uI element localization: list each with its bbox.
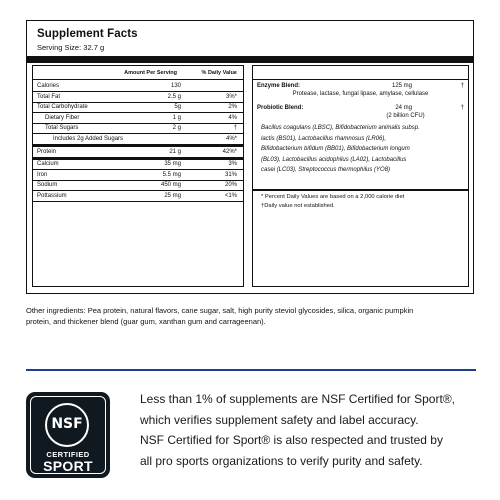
nutrient-daily-value: 4% bbox=[228, 114, 237, 121]
section-divider bbox=[26, 369, 476, 371]
nutrient-name: Total Sugars bbox=[45, 125, 79, 132]
probiotic-blend-dagger: † bbox=[460, 105, 464, 111]
enzyme-blend-label: Enzyme Blend: bbox=[257, 83, 301, 89]
daily-value-header: % Daily Value bbox=[201, 70, 237, 76]
nsf-line: which verifies supplement safety and label accuracy. bbox=[140, 412, 419, 427]
ingredients-line: Other ingredients: Pea protein, natural flavors, cane sugar, salt, high purity steviol glycosides, silica, organic pumpkin bbox=[26, 306, 414, 315]
badge-certified-text: CERTIFIED bbox=[46, 450, 90, 459]
nutrient-daily-value: † bbox=[233, 125, 237, 132]
nutrient-amount: 2.5 g bbox=[167, 93, 181, 100]
nutrient-daily-value: 2% bbox=[228, 104, 237, 111]
nsf-line: NSF Certified for Sport® is also respected and trusted by bbox=[140, 433, 443, 447]
nutrient-name: Protein bbox=[37, 148, 57, 155]
blend-bottom-rule bbox=[253, 189, 468, 191]
nutrient-name: Total Carbohydrate bbox=[37, 104, 88, 111]
other-ingredients bbox=[26, 305, 476, 327]
nsf-logo-icon: NSF bbox=[45, 403, 89, 447]
nutrient-daily-value: 20% bbox=[224, 182, 237, 189]
nutrient-name: Calories bbox=[37, 83, 60, 89]
nutrient-row bbox=[33, 159, 243, 170]
nutrient-row bbox=[33, 134, 243, 147]
nutrient-amount: 5g bbox=[174, 104, 181, 111]
nutrient-daily-value: 4%* bbox=[225, 136, 237, 142]
nutrient-amount: 1 g bbox=[172, 114, 181, 121]
nutrient-row bbox=[33, 123, 243, 134]
probiotic-line: casei (LC03), Streptococcus thermophilus (YO8) bbox=[261, 167, 391, 173]
probiotic-line: (BL03), Lactobacillus acidophilus (LA02), Lactobacillus bbox=[261, 156, 407, 163]
nutrient-amount: 450 mg bbox=[160, 182, 181, 189]
nsf-certified-sport-badge bbox=[26, 392, 110, 478]
nsf-description bbox=[140, 389, 490, 471]
nutrient-name: Pottassium bbox=[37, 193, 67, 199]
nutrient-name: Calcium bbox=[37, 161, 59, 168]
nutrient-amount: 35 mg bbox=[164, 161, 181, 168]
nutrient-row bbox=[33, 191, 243, 202]
nutrient-name: Iron bbox=[37, 171, 48, 178]
nutrient-amount: 130 bbox=[170, 83, 181, 89]
nutrient-row bbox=[33, 170, 243, 181]
nutrient-row bbox=[33, 92, 243, 103]
blend-header-rule bbox=[253, 79, 468, 80]
serving-size: Serving Size: 32.7 g bbox=[37, 43, 105, 52]
blend-table bbox=[252, 65, 469, 287]
probiotic-strain-list bbox=[261, 123, 460, 176]
badge-frame bbox=[30, 396, 106, 474]
nutrient-name: Sodium bbox=[37, 182, 58, 189]
nutrient-name: Dietary Fiber bbox=[45, 114, 80, 121]
nutrient-row bbox=[33, 113, 243, 124]
nutrient-row bbox=[33, 180, 243, 191]
enzyme-blend-dagger: † bbox=[460, 83, 464, 89]
supplement-facts-panel bbox=[26, 20, 474, 294]
nutrient-table bbox=[32, 65, 244, 287]
badge-sport-text: SPORT bbox=[43, 458, 93, 474]
title-rule bbox=[27, 56, 473, 63]
probiotic-blend-label: Probiotic Blend: bbox=[257, 105, 304, 111]
nutrient-row bbox=[33, 102, 243, 113]
nutrient-row bbox=[33, 147, 243, 160]
enzyme-blend-amount: 125 mg bbox=[391, 83, 412, 89]
nutrient-amount: 21 g bbox=[169, 148, 181, 155]
nutrient-amount: 2 g bbox=[172, 125, 181, 132]
nutrient-daily-value: <1% bbox=[224, 193, 237, 199]
header-rule bbox=[33, 79, 243, 80]
ingredients-line: protein, and thickener blend (guar gum, xanthan gum and carrageenan). bbox=[26, 317, 266, 326]
probiotic-line: Bacillus coagulans (LBSC), Bifidobacterium animalis subsp. bbox=[261, 125, 420, 131]
amount-per-serving-header: Amount Per Serving bbox=[124, 70, 177, 76]
nutrient-name: Includes 2g Added Sugars bbox=[53, 136, 124, 142]
nsf-line: Less than 1% of supplements are NSF Certified for Sport®, bbox=[140, 392, 455, 406]
nutrient-name: Total Fat bbox=[37, 93, 61, 100]
nutrient-row bbox=[33, 81, 243, 92]
nsf-line: all pro sports organizations to verify purity and safety. bbox=[140, 453, 423, 468]
dagger-footnote: †Daily value not established. bbox=[261, 203, 335, 209]
probiotic-blend-amount: 24 mg bbox=[395, 105, 412, 111]
probiotic-line: lactis (BS01), Lactobacillus rhamnosus (LR06), bbox=[261, 135, 387, 142]
nutrient-daily-value: 3% bbox=[228, 161, 237, 168]
probiotic-line: Bifidobacterium bifidum (BB01), Bifidobacterium longum bbox=[261, 146, 410, 152]
supplement-facts-title: Supplement Facts bbox=[37, 28, 138, 40]
enzyme-blend-detail: Protease, lactase, fungal lipase, amylase, cellulase bbox=[292, 91, 429, 97]
probiotic-cfu: (2 billion CFU) bbox=[386, 113, 425, 119]
nutrient-amount: 5.5 mg bbox=[162, 171, 181, 178]
nutrient-daily-value: 42%* bbox=[222, 148, 237, 155]
nutrient-daily-value: 3%* bbox=[225, 93, 237, 100]
nutrient-amount: 25 mg bbox=[164, 193, 181, 199]
daily-value-footnote: * Percent Daily Values are based on a 2,000 calorie diet bbox=[261, 194, 405, 200]
nutrient-daily-value: 31% bbox=[224, 171, 237, 178]
